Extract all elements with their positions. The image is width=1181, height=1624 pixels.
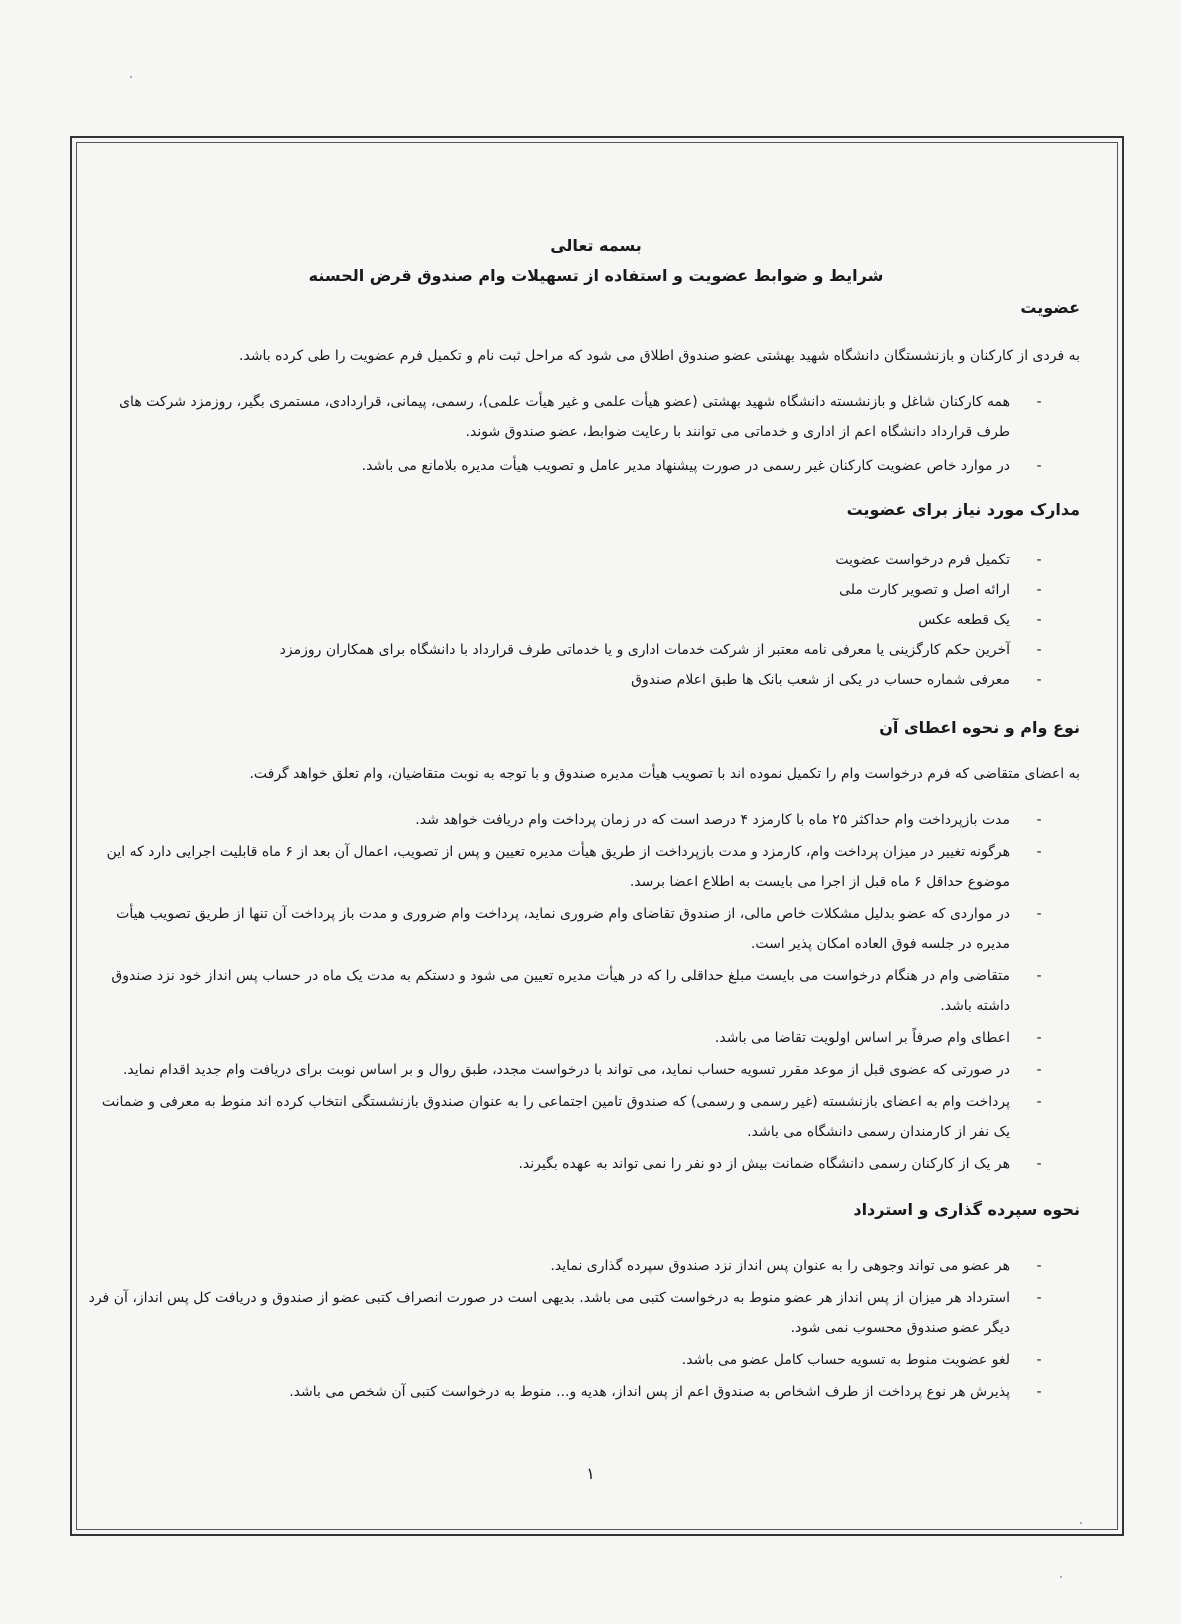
deposit-item-2-line-2: دیگر عضو صندوق محسوب نمی شود. [790,1320,1010,1336]
loan-item-5: اعطای وام صرفاً بر اساس اولویت تقاضا می باشد. [714,1030,1010,1046]
bullet-dash: - [1036,812,1042,828]
bullet-dash: - [1036,1030,1042,1046]
bullet-dash: - [1036,1062,1042,1078]
loan-item-3-line-2: مدیره در جلسه فوق العاده امکان پذیر است. [750,936,1010,952]
bullet-dash: - [1036,844,1042,860]
deposit-item-1: هر عضو می تواند وجوهی را به عنوان پس انداز نزد صندوق سپرده گذاری نماید. [550,1258,1010,1274]
membership-item-2: در موارد خاص عضویت کارکنان غیر رسمی در صورت پیشنهاد مدیر عامل و تصویب هیأت مدیره بلامانع می باشد. [361,458,1010,474]
membership-item-1-line-1: همه کارکنان شاغل و بازنشسته دانشگاه شهید بهشتی (عضو هیأت علمی و غیر هیأت علمی)، رسمی، پیمانی، قراردادی، مستمری بگیر، روزمزد شرکت های [119,394,1010,410]
bullet-dash: - [1036,1156,1042,1172]
section-heading-deposit: نحوه سپرده گذاری و استرداد [853,1200,1080,1219]
documents-item-3: یک قطعه عکس [918,612,1010,628]
bullet-dash: - [1036,394,1042,410]
bullet-dash: - [1036,1094,1042,1110]
bullet-dash: - [1036,672,1042,688]
scan-speck [130,76,132,78]
bullet-dash: - [1036,906,1042,922]
loan-intro: به اعضای متقاضی که فرم درخواست وام را تکمیل نموده اند با تصویب هیأت مدیره صندوق و با توجه به نوبت متقاضیان، وام تعلق خواهد گرفت. [249,766,1080,782]
bullet-dash: - [1036,1352,1042,1368]
section-heading-loan: نوع وام و نحوه اعطای آن [879,718,1080,737]
loan-item-8: هر یک از کارکنان رسمی دانشگاه ضمانت بیش از دو نفر را نمی تواند به عهده بگیرند. [518,1156,1010,1172]
loan-item-2-line-2: موضوع حداقل ۶ ماه قبل از اجرا می بایست به اطلاع اعضا برسد. [629,874,1010,890]
document-title: شرایط و ضوابط عضویت و استفاده از تسهیلات وام صندوق قرض الحسنه [308,266,884,285]
documents-item-1: تکمیل فرم درخواست عضویت [835,552,1010,568]
bullet-dash: - [1036,612,1042,628]
section-heading-documents: مدارک مورد نیاز برای عضویت [846,500,1080,519]
loan-item-6: در صورتی که عضوی قبل از موعد مقرر تسویه حساب نماید، می تواند با درخواست مجدد، طبق روال و بر اساس نوبت برای دریافت وام جدید اقدام نماید. [122,1062,1010,1078]
bullet-dash: - [1036,582,1042,598]
membership-intro: به فردی از کارکنان و بازنشستگان دانشگاه شهید بهشتی عضو صندوق اطلاق می شود که مراحل ثبت نام و تکمیل فرم عضویت را طی کرده باشد. [239,348,1080,364]
loan-item-4-line-1: متقاضی وام در هنگام درخواست می بایست مبلغ حداقلی را که در هیأت مدیره تعیین می شود و دستکم به مدت یک ماه در حساب پس انداز خود نزد صندوق [111,968,1010,984]
bullet-dash: - [1036,1258,1042,1274]
loan-item-4-line-2: داشته باشد. [940,998,1010,1014]
loan-item-1: مدت بازپرداخت وام حداکثر ۲۵ ماه با کارمزد ۴ درصد است که در زمان پرداخت وام دریافت خواهد شد. [415,812,1010,828]
bullet-dash: - [1036,552,1042,568]
loan-item-7-line-1: پرداخت وام به اعضای بازنشسته (غیر رسمی و رسمی) که صندوق تامین اجتماعی را به عنوان صندوق بازنشستگی انتخاب کرده اند منوط به معرفی و ضمانت [101,1094,1010,1110]
section-heading-membership: عضویت [1020,298,1080,317]
bullet-dash: - [1036,642,1042,658]
bullet-dash: - [1036,1384,1042,1400]
deposit-item-3: لغو عضویت منوط به تسویه حساب کامل عضو می باشد. [681,1352,1010,1368]
bullet-dash: - [1036,968,1042,984]
documents-item-2: ارائه اصل و تصویر کارت ملی [839,582,1010,598]
loan-item-7-line-2: یک نفر از کارمندان رسمی دانشگاه می باشد. [747,1124,1010,1140]
loan-item-3-line-1: در مواردی که عضو بدلیل مشکلات خاص مالی، از صندوق تقاضای وام ضروری نماید، پرداخت وام ضروری و مدت باز پرداخت آن تنها از طریق تصویب هیأت [116,906,1010,922]
invocation: بسمه تعالی [550,236,642,255]
deposit-item-4: پذیرش هر نوع پرداخت از طرف اشخاص به صندوق اعم از پس انداز، هدیه و... منوط به درخواست کتبی آن شخص می باشد. [289,1384,1010,1400]
membership-item-1-line-2: طرف قرارداد دانشگاه اعم از اداری و خدماتی می توانند با رعایت ضوابط، عضو صندوق شوند. [465,424,1010,440]
documents-item-4: آخرین حکم کارگزینی یا معرفی نامه معتبر از شرکت خدمات اداری و یا خدماتی طرف قرارداد با دانشگاه برای همکاران روزمزد [279,642,1010,658]
page-number: ۱ [586,1464,595,1483]
scan-speck [1060,1576,1062,1578]
bullet-dash: - [1036,1290,1042,1306]
bullet-dash: - [1036,458,1042,474]
documents-item-5: معرفی شماره حساب در یکی از شعب بانک ها طبق اعلام صندوق [631,672,1010,688]
loan-item-2-line-1: هرگونه تغییر در میزان پرداخت وام، کارمزد و مدت بازپرداخت از طریق هیأت مدیره تعیین و پس از تصویب، اعمال آن بعد از ۶ ماه قابلیت اجرایی دارد که این [106,844,1010,860]
deposit-item-2-line-1: استرداد هر میزان از پس انداز هر عضو منوط به درخواست کتبی می باشد. بدیهی است در صورت انصراف کتبی عضو از صندوق و دریافت کل پس انداز، آن فرد [88,1290,1010,1306]
